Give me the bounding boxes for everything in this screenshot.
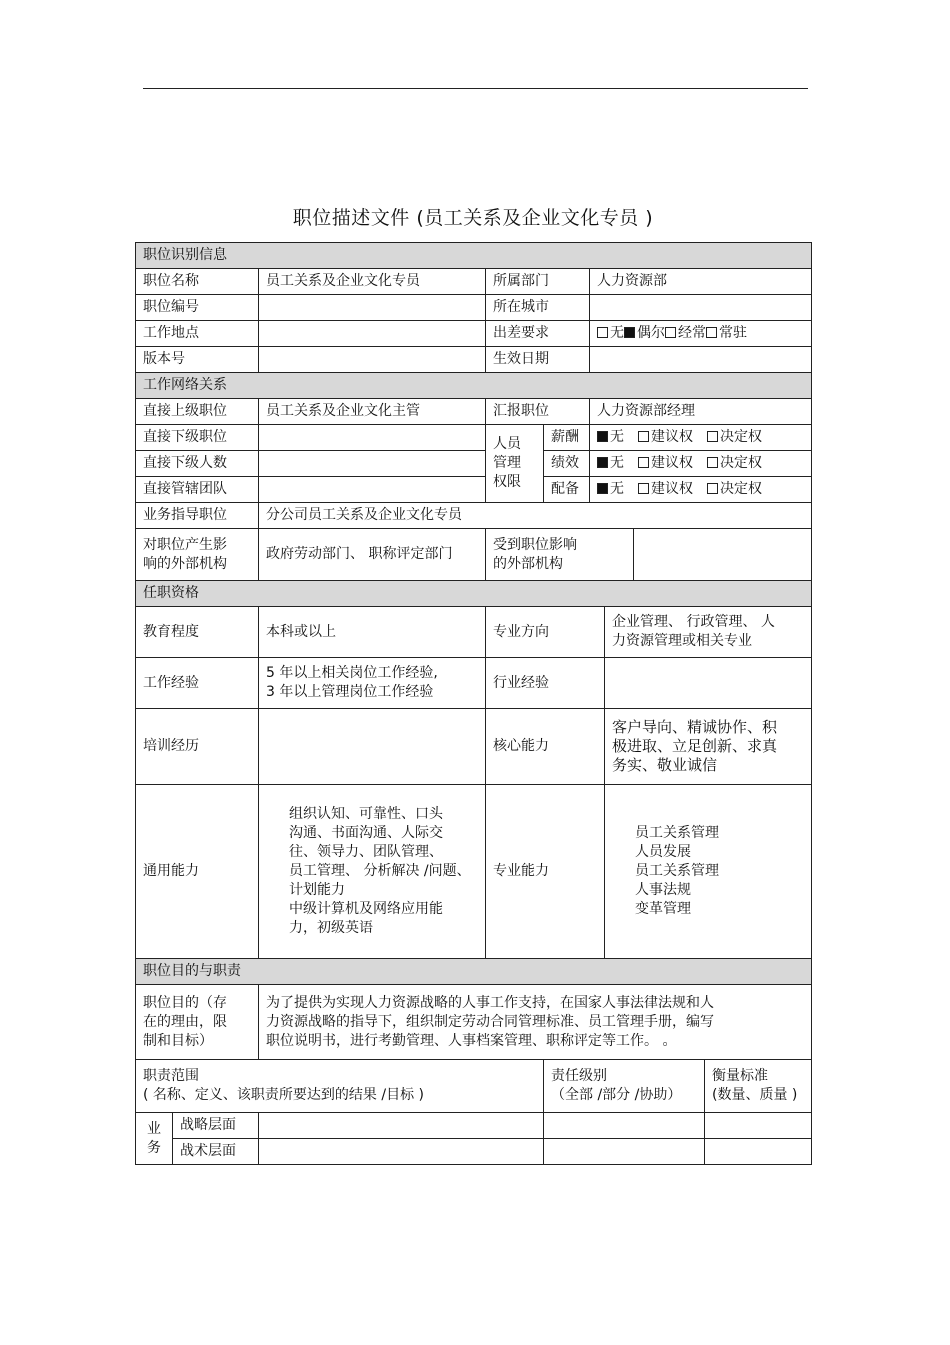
travel-label: 出差要求 bbox=[486, 321, 590, 347]
guidance-value: 分公司员工关系及企业文化专员 bbox=[259, 503, 812, 529]
job-description-table bbox=[135, 242, 812, 1165]
general-ability-label: 通用能力 bbox=[136, 785, 259, 959]
subordinate-value bbox=[259, 425, 486, 451]
tactical-level bbox=[544, 1139, 705, 1165]
checkbox-icon bbox=[706, 327, 717, 338]
job-no-value bbox=[259, 295, 486, 321]
checkbox-icon bbox=[638, 483, 649, 494]
location-label: 工作地点 bbox=[136, 321, 259, 347]
travel-option-often: 经常 bbox=[665, 325, 706, 341]
training-value bbox=[259, 709, 486, 785]
checkbox-icon bbox=[638, 431, 649, 442]
job-name-label: 职位名称 bbox=[136, 269, 259, 295]
strategic-label: 战略层面 bbox=[173, 1113, 259, 1139]
authority-item-performance: 绩效 bbox=[544, 451, 590, 477]
external-affect-value: 政府劳动部门、 职称评定部门 bbox=[259, 529, 486, 581]
professional-ability-value: 员工关系管理 人员发展 员工关系管理 人事法规 变革管理 bbox=[605, 785, 812, 959]
experience-label: 工作经验 bbox=[136, 658, 259, 709]
checkbox-icon bbox=[707, 483, 718, 494]
core-ability-value: 客户导向、精诚协作、积 极进取、立足创新、求真 务实、敬业诚信 bbox=[605, 709, 812, 785]
job-name-value: 员工关系及企业文化专员 bbox=[259, 269, 486, 295]
dept-label: 所属部门 bbox=[486, 269, 590, 295]
guidance-label: 业务指导职位 bbox=[136, 503, 259, 529]
superior-label: 直接上级职位 bbox=[136, 399, 259, 425]
authority-item-staffing: 配备 bbox=[544, 477, 590, 503]
industry-label: 行业经验 bbox=[486, 658, 605, 709]
section-identity: 职位识别信息 bbox=[136, 243, 812, 269]
section-purpose: 职位目的与职责 bbox=[136, 959, 812, 985]
document-title: 职位描述文件 (员工关系及企业文化专员 ) bbox=[292, 207, 654, 229]
authority-options-performance: 无 建议权 决定权 bbox=[590, 451, 812, 477]
checked-box-icon bbox=[624, 327, 635, 338]
external-affected-value bbox=[634, 529, 812, 581]
major-value: 企业管理、 行政管理、 人 力资源管理或相关专业 bbox=[605, 607, 812, 658]
tactical-scope bbox=[259, 1139, 544, 1165]
checked-box-icon bbox=[597, 431, 608, 442]
section-network: 工作网络关系 bbox=[136, 373, 812, 399]
team-value bbox=[259, 477, 486, 503]
measure-header: 衡量标准 (数量、质量 ) bbox=[705, 1060, 812, 1113]
checkbox-icon bbox=[707, 431, 718, 442]
travel-options bbox=[590, 321, 812, 347]
subordinate-count-label: 直接下级人数 bbox=[136, 451, 259, 477]
report-label: 汇报职位 bbox=[486, 399, 590, 425]
scope-header: 职责范围 ( 名称、定义、该职责所要达到的结果 /目标 ) bbox=[136, 1060, 544, 1113]
header-rule bbox=[143, 88, 808, 89]
major-label: 专业方向 bbox=[486, 607, 605, 658]
travel-option-resident: 常驻 bbox=[706, 325, 747, 341]
city-label: 所在城市 bbox=[486, 295, 590, 321]
dept-value: 人力资源部 bbox=[590, 269, 812, 295]
experience-value: 5 年以上相关岗位工作经验, 3 年以上管理岗位工作经验 bbox=[259, 658, 486, 709]
subordinate-count-value bbox=[259, 451, 486, 477]
superior-value: 员工关系及企业文化主管 bbox=[259, 399, 486, 425]
core-ability-label: 核心能力 bbox=[486, 709, 605, 785]
tactical-measure bbox=[705, 1139, 812, 1165]
effective-date-value bbox=[590, 347, 812, 373]
responsibility-level-header: 责任级别 （全部 /部分 /协助） bbox=[544, 1060, 705, 1113]
report-value: 人力资源部经理 bbox=[590, 399, 812, 425]
strategic-scope bbox=[259, 1113, 544, 1139]
external-affected-label: 受到职位影响 的外部机构 bbox=[486, 529, 634, 581]
travel-option-occasional: 偶尔 bbox=[624, 325, 665, 341]
subordinate-label: 直接下级职位 bbox=[136, 425, 259, 451]
education-value: 本科或以上 bbox=[259, 607, 486, 658]
effective-date-label: 生效日期 bbox=[486, 347, 590, 373]
industry-value bbox=[605, 658, 812, 709]
city-value bbox=[590, 295, 812, 321]
version-value bbox=[259, 347, 486, 373]
authority-item-salary: 薪酬 bbox=[544, 425, 590, 451]
checkbox-icon bbox=[665, 327, 676, 338]
team-label: 直接管辖团队 bbox=[136, 477, 259, 503]
authority-label: 人员 管理 权限 bbox=[486, 425, 544, 503]
checked-box-icon bbox=[597, 457, 608, 468]
version-label: 版本号 bbox=[136, 347, 259, 373]
checkbox-icon bbox=[597, 327, 608, 338]
authority-options-staffing: 无 建议权 决定权 bbox=[590, 477, 812, 503]
travel-option-none: 无 bbox=[597, 325, 624, 341]
strategic-level bbox=[544, 1113, 705, 1139]
general-ability-value: 组织认知、可靠性、口头 沟通、书面沟通、人际交 往、领导力、团队管理、 员工管理、 分析解决 /问题、 计划能力 中级计算机及网络应用能 力，初级英语 bbox=[259, 785, 486, 959]
professional-ability-label: 专业能力 bbox=[486, 785, 605, 959]
tactical-label: 战术层面 bbox=[173, 1139, 259, 1165]
external-affect-label: 对职位产生影 响的外部机构 bbox=[136, 529, 259, 581]
location-value bbox=[259, 321, 486, 347]
strategic-measure bbox=[705, 1113, 812, 1139]
business-label: 业 务 bbox=[136, 1113, 173, 1165]
job-no-label: 职位编号 bbox=[136, 295, 259, 321]
authority-options-salary: 无 建议权 决定权 bbox=[590, 425, 812, 451]
section-qualification: 任职资格 bbox=[136, 581, 812, 607]
checked-box-icon bbox=[597, 483, 608, 494]
purpose-value: 为了提供为实现人力资源战略的人事工作支持，在国家人事法律法规和人 力资源战略的指导下，组织制定劳动合同管理标准、员工管理手册，编写 职位说明书，进行考勤管理、人事档案管理、职称评定等工作。 。 bbox=[259, 985, 812, 1060]
checkbox-icon bbox=[707, 457, 718, 468]
training-label: 培训经历 bbox=[136, 709, 259, 785]
checkbox-icon bbox=[638, 457, 649, 468]
purpose-label: 职位目的（存 在的理由，限 制和目标） bbox=[136, 985, 259, 1060]
education-label: 教育程度 bbox=[136, 607, 259, 658]
